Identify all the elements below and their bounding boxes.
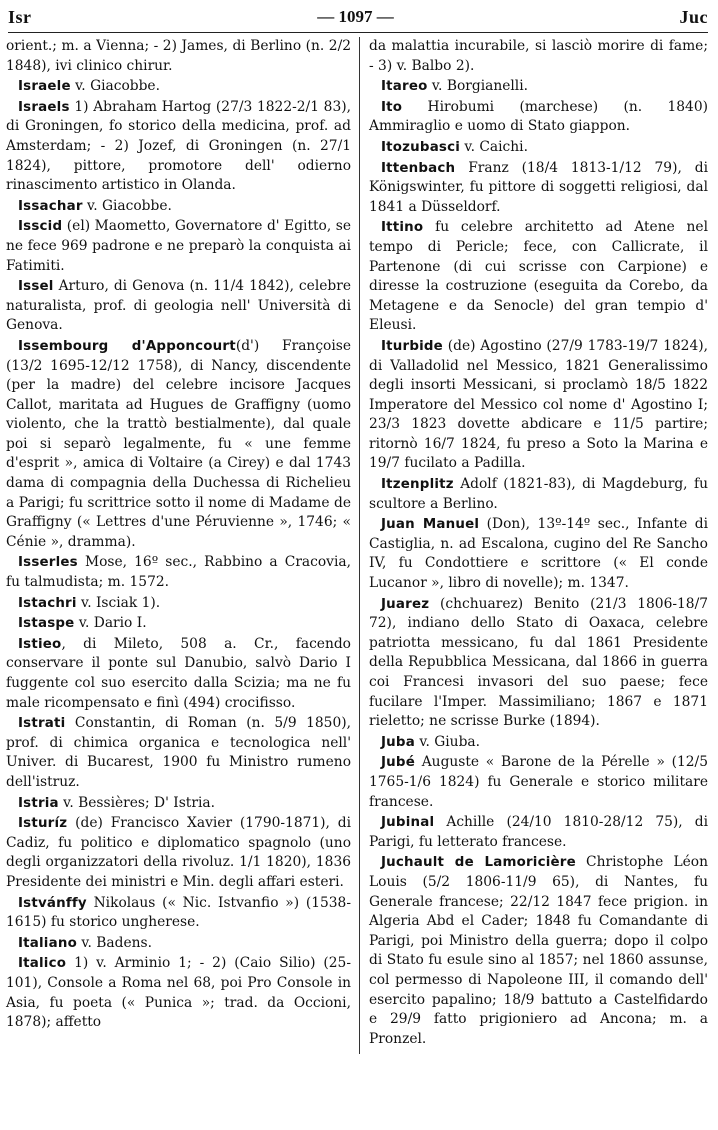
entry-headword: Italiano: [18, 935, 77, 951]
dictionary-entry: [6, 714, 351, 792]
entry-text: Mose, 16º sec., Rabbino a Cracovia, fu talmudista; m. 1572.: [6, 554, 351, 591]
entry-text: orient.; m. a Vienna; - 2) James, di Berlino (n. 2/2 1848), ivi clinico chirur.: [6, 38, 351, 74]
dictionary-entry: [6, 635, 351, 713]
entry-headword: Istvánffy: [18, 895, 87, 911]
header-right-guide-word: Juc: [679, 6, 708, 27]
dictionary-entry: [6, 934, 351, 954]
page-header: [8, 2, 708, 33]
entry-text: Christophe Léon Louis (5/2 1806-11/9 65), di Nantes, fu Generale francese; 22/12 1847 fece prigion. in Algeria Abd el Cader; 1848 fu Comandante di Parigi, poi Ministro della guerra; dopo il colpo di Stato fu esule sino al 1857; nel 1860 assunse, col permesso di Napoleone III, il comando dell' esercito papalino; 18/9 battuto a Castelfidardo e 29/9 fatto prigioniero ad Ancona; m. a Pronzel.: [369, 854, 708, 1047]
dictionary-entry: [6, 197, 351, 217]
dictionary-entry: [6, 954, 351, 1032]
dictionary-entry: [369, 37, 708, 76]
entry-text: v. Bessières; D' Istria.: [58, 794, 215, 811]
header-left-guide-word: Isr: [8, 6, 32, 27]
text-columns: [4, 37, 714, 1050]
entry-headword: Italico: [18, 956, 67, 972]
dictionary-entry: [369, 98, 708, 137]
entry-text: (Don), 13º-14º sec., Infante di Castiglia, n. ad Escalona, cugino del Re Sancho IV, fu Condottiere e scrittore (« El conde Lucanor », libro di novelle); m. 1347.: [369, 516, 708, 592]
entry-headword: Iturbide: [381, 338, 443, 354]
entry-headword: Israele: [18, 79, 71, 95]
entry-headword: Juchault de Lamoricière: [381, 855, 576, 871]
entry-text: Auguste « Barone de la Pérelle » (12/5 1765-1/6 1824) fu Generale e storico militare francese.: [369, 754, 708, 810]
entry-text: v. Isciak 1).: [76, 594, 161, 611]
entry-headword: Ittenbach: [381, 160, 456, 176]
entry-text: v. Dario I.: [74, 615, 147, 632]
dictionary-entry: [6, 337, 351, 553]
left-column: [4, 37, 359, 1050]
entry-text: (d') Françoise (13/2 1695-12/12 1758), di Nancy, discendente (per la madre) del celebre incisore Jacques Callot, maritata ad Hugues de Graffigny (uomo violento, che la trattò bestialmente), dal quale poi si separò legalmente, fu « une femme d'esprit », amica di Voltaire (a Cirey) e dal 1743 dama di compagnia della Duchessa di Richelieu a Parigi; fu scrittrice sotto il nome di Madame de Graffigny (« Lettres d'une Péruvienne », 1746; « Cénie », dramma).: [6, 337, 352, 550]
entry-headword: Isturíz: [18, 816, 68, 832]
entry-headword: Issel: [18, 279, 54, 295]
entry-headword: Itareo: [381, 79, 428, 95]
entry-text: Franz (18/4 1813-1/12 79), di Königswinter, fu pittore di soggetti religiosi, dal 1841 a Düsseldorf.: [369, 159, 708, 215]
entry-text: v. Giuba.: [414, 733, 481, 750]
dictionary-entry: [369, 813, 708, 852]
entry-headword: Juan Manuel: [381, 517, 480, 533]
entry-headword: Istachri: [18, 595, 77, 611]
entry-headword: Istaspe: [18, 616, 75, 632]
dictionary-entry: [369, 515, 708, 593]
entry-text: Arturo, di Genova (n. 11/4 1842), celebre naturalista, prof. di geologia nell' Università di Genova.: [6, 278, 351, 334]
right-column: [359, 37, 714, 1050]
entry-headword: Juba: [381, 734, 415, 750]
entry-text: Nikolaus (« Nic. Istvanfio ») (1538-1615) fu storico ungherese.: [6, 894, 351, 931]
entry-text: v. Giacobbe.: [70, 78, 160, 95]
entry-headword: Itozubasci: [381, 139, 461, 155]
entry-text: , di Mileto, 508 a. Cr., facendo conservare il ponte sul Danubio, salvò Dario I fuggente col suo esercito dalla Scizia; ma ne fu male ricompensato e finì (494) crocifisso.: [6, 635, 351, 711]
column-divider: [359, 37, 360, 1054]
dictionary-entry: [6, 277, 351, 336]
dictionary-entry: [369, 77, 708, 97]
page-number: — 1097 —: [317, 7, 394, 26]
entry-text: v. Caichi.: [460, 138, 528, 155]
entry-headword: Isserles: [18, 555, 78, 571]
entry-text: v. Borgianelli.: [427, 78, 529, 95]
dictionary-entry: [6, 37, 351, 76]
entry-text: 1) v. Arminio 1; - 2) (Caio Silio) (25-101), Console a Roma nel 68, poi Pro Console in Asia, fu poeta (« Punica »; trad. da Occioni, 1878); affetto: [6, 955, 351, 1031]
entry-headword: Ito: [381, 99, 403, 115]
dictionary-entry: [6, 794, 351, 814]
dictionary-entry: [6, 594, 351, 614]
entry-headword: Istrati: [18, 716, 66, 732]
dictionary-entry: [369, 753, 708, 812]
dictionary-entry: [6, 217, 351, 276]
dictionary-entry: [369, 159, 708, 218]
entry-text: (chchuarez) Benito (21/3 1806-18/7 72), indiano dello Stato di Oaxaca, celebre patriotta messicano, fu dal 1861 Presidente della Repubblica Messicana, dal 1866 in guerra coi Francesi invasori del suo paese; fece fucilare l'Imper. Massimiliano; 1867 e 1871 rieletto; ne scrisse Burke (1894).: [369, 595, 708, 730]
entry-text: Achille (24/10 1810-28/12 75), di Parigi, fu letterato francese.: [369, 814, 708, 850]
entry-text: fu celebre architetto ad Atene nel tempo di Pericle; fece, con Callicrate, il Partenone (di cui scrisse con Carpione) e diresse la costruzione (eseguita da Corebo, da Metagene e da Senocle) del gran tempio d' Eleusi.: [369, 219, 708, 334]
entry-headword: Israels: [18, 99, 70, 115]
dictionary-entry: [369, 733, 708, 753]
dictionary-entry: [369, 138, 708, 158]
entry-text: (de) Agostino (27/9 1783-19/7 1824), di Valladolid nel Messico, 1821 Generalissimo degli insorti Messicani, si proclamò 18/5 1822 Imperatore del Messico col nome d' Agostino I; 23/3 1823 dovette abdicare e 11/5 partire; ritornò 16/7 1824, fu preso a Soto la Marina e 19/7 fucilato a Padilla.: [369, 337, 708, 472]
entry-headword: Itzenplitz: [381, 477, 454, 493]
entry-text: Adolf (1821-83), di Magdeburg, fu scultore a Berlino.: [369, 476, 708, 512]
entry-text: 1) Abraham Hartog (27/3 1822-2/1 83), di Groningen, fo storico della medicina, prof. ad Amsterdam; - 2) Jozef, di Groningen (n. 27/1 1824), pittore, promotore dell' odierno rinascimento artistico in Olanda.: [6, 98, 351, 194]
entry-text: v. Badens.: [76, 934, 152, 951]
dictionary-entry: [6, 553, 351, 592]
entry-text: Hirobumi (marchese) (n. 1840) Ammiraglio e uomo di Stato giappon.: [369, 98, 708, 135]
entry-text: Constantin, di Roman (n. 5/9 1850), prof. di chimica organica e tecnologica nell' Univer. di Bucarest, 1900 fu Ministro rumeno dell'istruz.: [6, 715, 351, 790]
dictionary-entry: [6, 98, 351, 196]
dictionary-entry: [369, 595, 708, 732]
entry-headword: Istria: [18, 795, 59, 811]
dictionary-entry: [369, 337, 708, 474]
dictionary-entry: [6, 894, 351, 933]
entry-text: v. Giacobbe.: [82, 197, 172, 214]
entry-text: da malattia incurabile, si lasciò morire di fame; - 3) v. Balbo 2).: [369, 38, 708, 74]
entry-text: (el) Maometto, Governatore d' Egitto, se ne fece 969 padrone e ne preparò la conquista ai Fatimiti.: [6, 218, 351, 274]
dictionary-entry: [6, 814, 351, 892]
dictionary-entry: [6, 77, 351, 97]
dictionary-entry: [369, 218, 708, 336]
entry-headword: Issembourg d'Apponcourt: [18, 338, 236, 354]
entry-headword: Istieo: [18, 636, 62, 652]
entry-headword: Juarez: [381, 596, 430, 612]
entry-headword: Ittino: [381, 220, 424, 236]
dictionary-entry: [369, 853, 708, 1049]
entry-headword: Jubé: [381, 755, 415, 771]
entry-text: (de) Francisco Xavier (1790-1871), di Cadiz, fu politico e diplomatico spagnolo (uno degli organizzatori della rivoluz. 1/1 1820), 1836 Presidente dei ministri e Min. degli affari esteri.: [6, 815, 351, 890]
entry-headword: Issachar: [18, 198, 83, 214]
entry-headword: Jubinal: [381, 815, 435, 831]
dictionary-entry: [369, 475, 708, 514]
dictionary-entry: [6, 614, 351, 634]
entry-headword: Isscid: [18, 219, 63, 235]
